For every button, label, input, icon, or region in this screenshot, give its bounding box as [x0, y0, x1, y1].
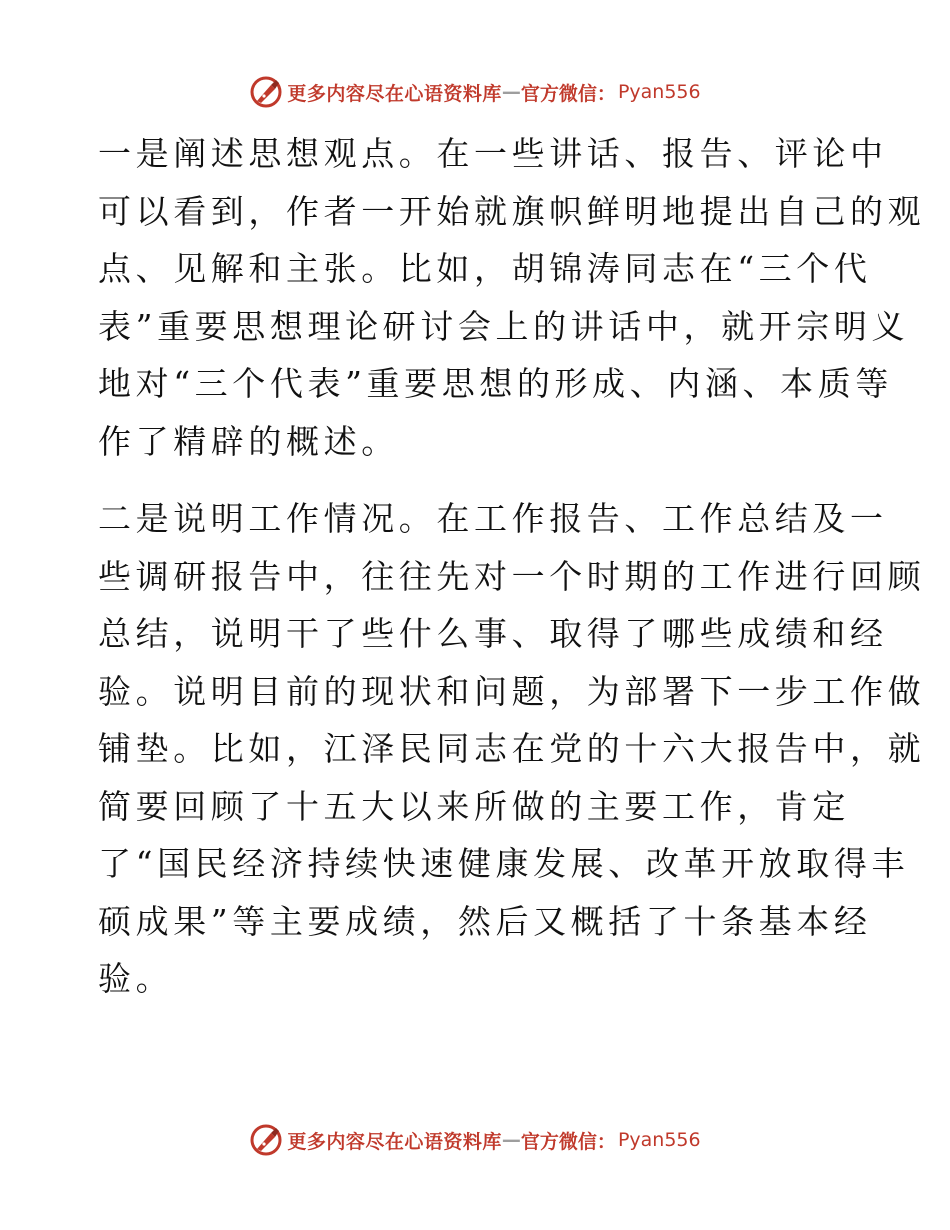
site-name-text: 更多内容尽在心语资料库	[287, 1130, 502, 1153]
wechat-label: 官方微信：	[520, 1130, 616, 1153]
wechat-id: Pyan556	[617, 1129, 701, 1151]
paragraph-1	[98, 125, 926, 470]
banner-dash: —	[501, 81, 521, 103]
text-line: 一是阐述思想观点。在一些讲话、报告、评论中	[98, 134, 888, 173]
text-line: 地对“三个代表”重要思想的形成、内涵、本质等	[98, 364, 893, 403]
text-line: 验。	[98, 959, 174, 998]
paragraph-2	[98, 490, 926, 1008]
site-name-text: 更多内容尽在心语资料库	[287, 82, 502, 105]
banner-dash: —	[501, 1129, 521, 1151]
text-line: 作了精辟的概述。	[98, 421, 399, 461]
text-line: 验。说明目前的现状和问题，为部署下一步工作做	[98, 671, 926, 711]
text-line: 点、见解和主张。比如，胡锦涛同志在“三个代	[98, 249, 872, 288]
text-line: 硕成果”等主要成绩，然后又概括了十条基本经	[98, 901, 872, 941]
text-line: 表”重要思想理论研讨会上的讲话中，就开宗明义	[98, 306, 910, 346]
header-banner	[0, 72, 950, 112]
text-line: 简要回顾了十五大以来所做的主要工作，肯定	[98, 786, 850, 826]
pen-nib-logo-icon	[249, 1123, 283, 1157]
wechat-id: Pyan556	[617, 81, 701, 103]
text-line: 二是说明工作情况。在工作报告、工作总结及一	[98, 499, 888, 538]
text-line: 可以看到，作者一开始就旗帜鲜明地提出自己的观	[98, 191, 926, 231]
pen-nib-logo-icon	[249, 75, 283, 109]
text-line: 些调研报告中，往往先对一个时期的工作进行回顾	[98, 556, 926, 596]
footer-banner	[0, 1120, 950, 1160]
text-line: 总结，说明干了些什么事、取得了哪些成绩和经	[98, 614, 888, 653]
document-body	[98, 125, 926, 1008]
wechat-label: 官方微信：	[520, 82, 616, 105]
text-line: 了“国民经济持续快速健康发展、改革开放取得丰	[98, 844, 910, 883]
text-line: 铺垫。比如，江泽民同志在党的十六大报告中，就	[98, 729, 926, 768]
